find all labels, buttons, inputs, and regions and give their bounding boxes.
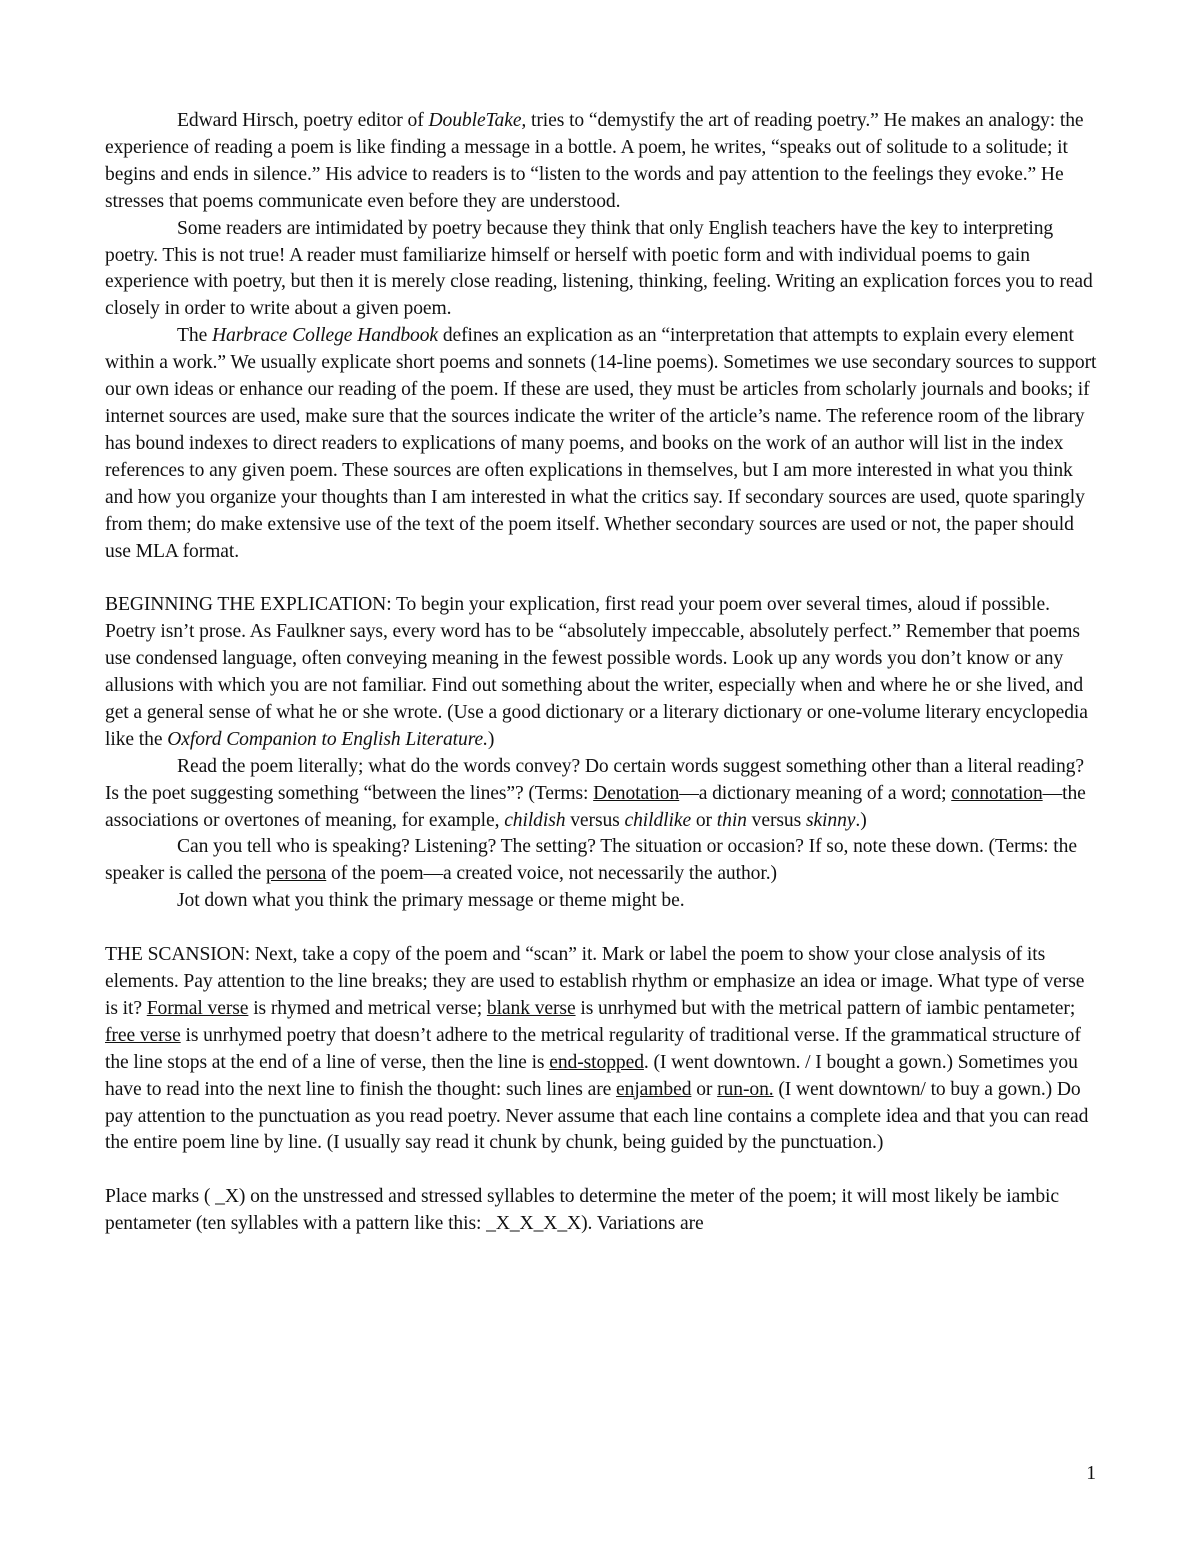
text-run: —the associations or overtones of meaning, for example, [105,782,1086,831]
underlined-term: connotation [951,782,1043,804]
paragraph [105,942,1097,1157]
text-run: Can you tell who is speaking? Listening? The setting? The situation or occasion? If so, note these down. (Terms: the speaker is called the [105,836,1077,885]
underlined-term: Denotation [593,782,680,804]
text-run: .) [855,809,867,831]
text-run: is rhymed and metrical verse; [248,997,487,1019]
text-run: is unrhymed but with the metrical pattern of iambic pentameter; [575,997,1076,1019]
paragraph [105,888,1097,915]
text-run: BEGINNING THE EXPLICATION: To begin your explication, first read your poem over several times, aloud if possible. Poetry isn’t prose. As Faulkner says, every word has to be “absolutely impeccable, absolutely perfect.” Remember that poems use condensed language, often conveying meaning in the fewest possible words. Look up any words you don’t know or any allusions with which you are not familiar. Find out something about the writer, especially when and where he or she lived, and get a general sense of what he or she wrote. (Use a good dictionary or a literary dictionary or one-volume literary encyclopedia like the [105,594,1088,750]
text-run: ) [487,728,495,750]
text-run: is unrhymed poetry that doesn’t adhere to the metrical regularity of traditional verse. If the grammatical structure of the line stops at the end of a line of verse, then the line is [105,1024,1081,1073]
paragraph [105,754,1097,835]
text-run: Read the poem literally; what do the words convey? Do certain words suggest something other than a literal reading? Is the poet suggesting something “between the lines”? (Terms: [105,755,1084,804]
text-run: defines an explication as an “interpretation that attempts to explain every element within a work.” We usually explicate short poems and sonnets (14-line poems). Sometimes we use secondary sources to support our own ideas or enhance our reading of the poem. If these are used, they must be articles from scholarly journals and books; if internet sources are used, make sure that the sources indicate the writer of the article’s name. The reference room of the library has bound indexes to direct readers to explications of many poems, and books on the work of an author will list in the index references to any given poem. These sources are often explications in themselves, but I am more interested in what you think and how you organize your thoughts than I am interested in what the critics say. If secondary sources are used, quote sparingly from them; do make extensive use of the text of the poem itself. Whether secondary sources are used or not, the paper should use MLA format. [105,325,1097,562]
text-run: Jot down what you think the primary message or theme might be. [177,890,685,912]
text-run: Some readers are intimidated by poetry because they think that only English teachers have the key to interpreting poetry. This is not true! A reader must familiarize himself or herself with poetic form and with individual poems to gain experience with poetry, but then it is merely close reading, listening, thinking, feeling. Writing an explication forces you to read closely in order to write about a given poem. [105,217,1093,320]
underlined-term: end-stopped [549,1051,644,1073]
italic-text: childish [504,809,566,831]
paragraph [105,108,1097,216]
text-run: tries to “demystify the art of reading poetry.” He makes an analogy: the experience of reading a poem is like finding a message in a bottle. A poem, he writes, “speaks out of solitude to a solitude; it begins and ends in silence.” His advice to readers is to “listen to the words and pay attention to the feelings they evoke.” He stresses that poems communicate even before they are understood. [105,110,1084,212]
underlined-term: blank verse [486,997,576,1019]
italic-text: Oxford Companion to English Literature. [167,728,488,750]
text-run: . (I went downtown. / I bought a gown.) Sometimes you have to read into the next line to finish the thought: such lines are [105,1051,1078,1100]
underlined-term: free verse [105,1024,181,1046]
page-number: 1 [1086,1463,1096,1484]
italic-text: thin [716,809,747,831]
text-run: versus [565,809,625,831]
italic-text: DoubleTake, [428,110,527,131]
text-run: Edward Hirsch, poetry editor of [177,110,429,131]
underlined-term: run-on. [717,1078,774,1100]
text-run: or [691,1078,718,1100]
paragraph [105,216,1097,324]
underlined-term: enjambed [616,1078,692,1100]
paragraph [105,1184,1097,1238]
underlined-term: Formal verse [146,997,249,1019]
italic-text: skinny [805,809,856,831]
text-run: or [691,809,717,831]
text-run: of the poem—a created voice, not necessarily the author.) [326,863,777,885]
text-run: The [177,325,212,347]
underlined-term: persona [266,863,327,885]
paragraph [105,834,1097,888]
document-body [105,108,1097,1238]
italic-text: Harbrace College Handbook [211,325,439,347]
paragraph [105,323,1097,565]
paragraph [105,592,1097,753]
text-run: versus [746,809,806,831]
text-run: THE SCANSION: Next, take a copy of the poem and “scan” it. Mark or label the poem to show your close analysis of its elements. Pay attention to the line breaks; they are used to establish rhythm or emphasize an idea or image. What type of verse is it? [105,944,1085,1019]
text-run: (I went downtown/ to buy a gown.) Do pay attention to the punctuation as you read poetry. Never assume that each line contains a complete idea and that you can read the entire poem line by line. (I usually say read it chunk by chunk, being guided by the punctuation.) [105,1078,1089,1154]
italic-text: childlike [624,809,692,831]
text-run: —a dictionary meaning of a word; [679,782,952,804]
text-run: Place marks ( _X) on the unstressed and stressed syllables to determine the meter of the poem; it will most likely be iambic pentameter (ten syllables with a pattern like this: _X_X_X_X). Variations are [105,1186,1059,1235]
